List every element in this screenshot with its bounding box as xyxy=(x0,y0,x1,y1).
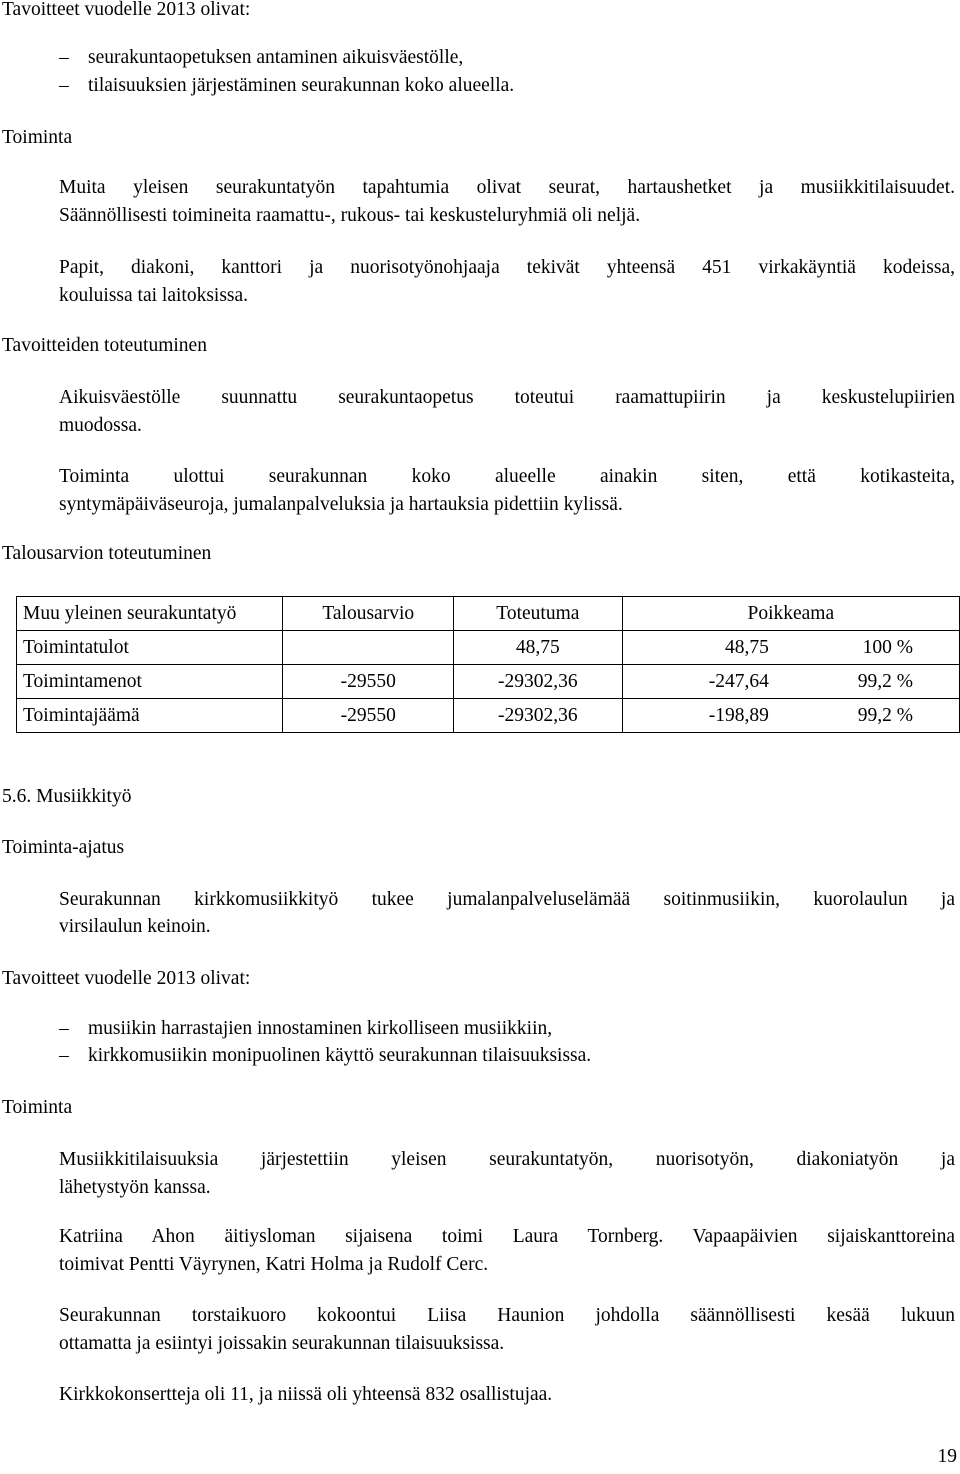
goals-heading: Tavoitteet vuodelle 2013 olivat: xyxy=(2,0,251,20)
paragraph-line: Seurakunnan kirkkomusiikkityö tukee jumalanpalveluselämää soitinmusiikin, kuorolaulun ja xyxy=(59,889,955,910)
table-cell: -247,64 xyxy=(622,665,815,699)
page-number: 19 xyxy=(937,1446,957,1467)
dash-marker: – xyxy=(59,1045,69,1066)
paragraph-line: Toiminta ulottui seurakunnan koko alueelle ainakin siten, että kotikasteita, xyxy=(59,466,955,487)
dash-marker: – xyxy=(59,47,69,68)
paragraph-line: muodossa. xyxy=(59,415,142,436)
goal-text: seurakuntaopetuksen antaminen aikuisväestölle, xyxy=(88,47,464,68)
dash-marker: – xyxy=(59,75,69,96)
paragraph-line: kouluissa tai laitoksissa. xyxy=(59,285,249,306)
section-title: 5.6. Musiikkityö xyxy=(2,786,132,807)
goal-text: tilaisuuksien järjestäminen seurakunnan koko alueella. xyxy=(88,75,515,96)
table-header-cell: Poikkeama xyxy=(622,597,959,631)
goal-item xyxy=(59,76,514,96)
table-cell: 48,75 xyxy=(622,631,815,665)
budget-heading: Talousarvion toteutuminen xyxy=(2,543,212,564)
table-cell: 48,75 xyxy=(454,631,623,665)
table-cell: 99,2 % xyxy=(815,665,960,699)
paragraph-line: Musiikkitilaisuuksia järjestettiin yleisen seurakuntatyön, nuorisotyön, diakoniatyön ja xyxy=(59,1149,955,1170)
goal-text: musiikin harrastajien innostaminen kirkolliseen musiikkiin, xyxy=(88,1018,553,1039)
goal-item xyxy=(59,1046,591,1066)
table-header-cell: Muu yleinen seurakuntatyö xyxy=(17,597,283,631)
table-cell: -29550 xyxy=(283,699,454,733)
paragraph-line: Aikuisväestölle suunnattu seurakuntaopetus toteutui raamattupiirin ja keskustelupiirien xyxy=(59,387,955,408)
paragraph-line: toimivat Pentti Väyrynen, Katri Holma ja Rudolf Cerc. xyxy=(59,1254,489,1275)
activity-heading: Toiminta xyxy=(2,127,73,148)
activity-heading: Toiminta xyxy=(2,1097,73,1118)
table-cell: 100 % xyxy=(815,631,960,665)
table-row xyxy=(17,631,960,665)
paragraph-line: Seurakunnan torstaikuoro kokoontui Liisa Haunion johdolla säännöllisesti kesää lukuun xyxy=(59,1305,955,1326)
paragraph-line: Säännöllisesti toimineita raamattu-, rukous- tai keskusteluryhmiä oli neljä. xyxy=(59,205,641,226)
table-header-cell: Talousarvio xyxy=(283,597,454,631)
table-cell: -29302,36 xyxy=(454,665,623,699)
paragraph-line: Katriina Ahon äitiysloman sijaisena toimi Laura Tornberg. Vapaapäivien sijaiskanttoreina xyxy=(59,1226,955,1247)
paragraph-line: Muita yleisen seurakuntatyön tapahtumia olivat seurat, hartaushetket ja musiikkitilaisuudet. xyxy=(59,177,955,198)
realization-heading: Tavoitteiden toteutuminen xyxy=(2,335,207,356)
goal-text: kirkkomusiikin monipuolinen käyttö seurakunnan tilaisuuksissa. xyxy=(88,1045,592,1066)
table-cell: Toimintajäämä xyxy=(17,699,283,733)
table-cell xyxy=(283,631,454,665)
goal-item xyxy=(59,1019,552,1039)
dash-marker: – xyxy=(59,1018,69,1039)
table-cell: Toimintatulot xyxy=(17,631,283,665)
table-header-cell: Toteutuma xyxy=(454,597,623,631)
table-row xyxy=(17,699,960,733)
goal-item xyxy=(59,48,463,68)
table-cell: -29302,36 xyxy=(454,699,623,733)
paragraph-line: Papit, diakoni, kanttori ja nuorisotyönohjaaja tekivät yhteensä 451 virkakäyntiä kodeissa, xyxy=(59,257,955,278)
paragraph-line: lähetystyön kanssa. xyxy=(59,1177,211,1198)
budget-table xyxy=(16,596,960,733)
table-cell: 99,2 % xyxy=(815,699,960,733)
paragraph-line: virsilaulun keinoin. xyxy=(59,916,211,937)
table-row xyxy=(17,665,960,699)
paragraph-line: ottamatta ja esiintyi joissakin seurakunnan tilaisuuksissa. xyxy=(59,1333,505,1354)
table-cell: -198,89 xyxy=(622,699,815,733)
table-cell: -29550 xyxy=(283,665,454,699)
goals-heading: Tavoitteet vuodelle 2013 olivat: xyxy=(2,968,251,989)
paragraph-line: Kirkkokonsertteja oli 11, ja niissä oli yhteensä 832 osallistujaa. xyxy=(59,1384,553,1405)
paragraph-line: syntymäpäiväseuroja, jumalanpalveluksia ja hartauksia pidettiin kylissä. xyxy=(59,494,623,515)
table-header-row xyxy=(17,597,960,631)
table-cell: Toimintamenot xyxy=(17,665,283,699)
idea-heading: Toiminta-ajatus xyxy=(2,837,125,858)
